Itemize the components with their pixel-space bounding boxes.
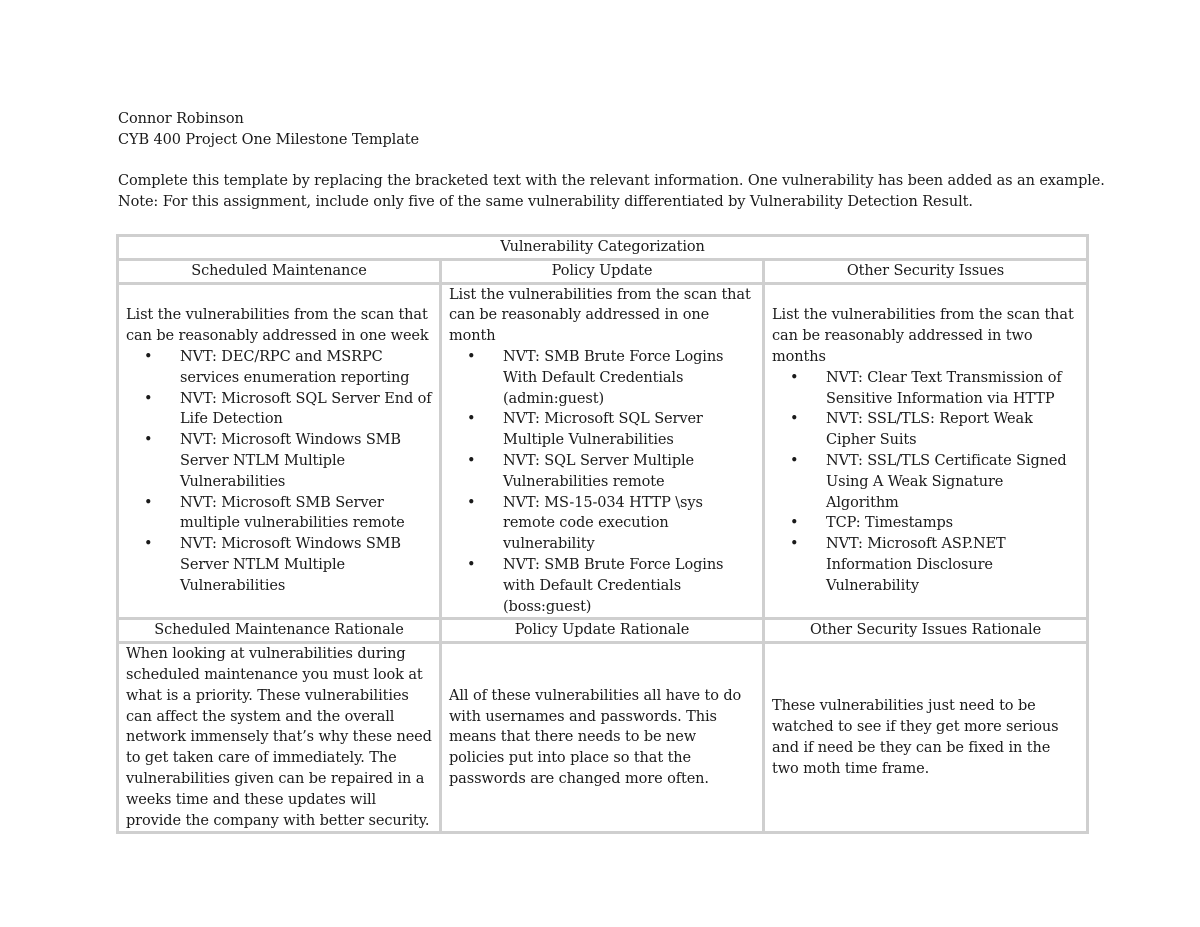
rationale-header-policy-update: Policy Update Rationale xyxy=(441,619,764,643)
other-security-issues-list xyxy=(772,368,1079,597)
scheduled-maintenance-list xyxy=(126,347,432,597)
spacer xyxy=(118,151,1084,171)
list-item: • NVT: DEC/RPC and MSRPC services enumeration reporting xyxy=(180,347,432,389)
rationale-header-row xyxy=(118,619,1088,643)
list-item: • NVT: Microsoft Windows SMB Server NTLM Multiple Vulnerabilities xyxy=(180,430,432,492)
instructions-line-2: Note: For this assignment, include only five of the same vulnerability differentiated by Vulnerability Detection Result. xyxy=(118,194,973,210)
policy-update-cell xyxy=(441,283,764,619)
list-item: • NVT: SSL/TLS: Report Weak Cipher Suits xyxy=(826,409,1079,451)
list-item: • NVT: MS-15-034 HTTP \sys remote code execution vulnerability xyxy=(503,493,755,555)
list-item: • NVT: Microsoft Windows SMB Server NTLM Multiple Vulnerabilities xyxy=(180,534,432,596)
vulnerability-list-row xyxy=(118,283,1088,619)
author-name: Connor Robinson xyxy=(118,111,244,127)
policy-update-rationale: All of these vulnerabilities all have to do with usernames and passwords. This means that there needs to be new policies put into place so that the passwords are changed more often. xyxy=(441,643,764,833)
vulnerability-table xyxy=(116,234,1089,834)
list-item: • NVT: Microsoft SQL Server End of Life Detection xyxy=(180,389,432,431)
column-header-other-security-issues: Other Security Issues xyxy=(764,259,1088,283)
list-item: • NVT: Microsoft SMB Server multiple vulnerabilities remote xyxy=(180,493,432,535)
list-item: • NVT: Microsoft ASP.NET Information Disclosure Vulnerability xyxy=(826,534,1079,596)
document-title: CYB 400 Project One Milestone Template xyxy=(118,132,419,148)
rationale-row xyxy=(118,643,1088,833)
scheduled-maintenance-rationale: When looking at vulnerabilities during scheduled maintenance you must look at what is a priority. These vulnerabilities can affect the system and the overall network immensely that’s why these need to get taken care of immediately. The vulnerabilities given can be repaired in a weeks time and these updates will provide the company with better security. xyxy=(118,643,441,833)
column-header-scheduled-maintenance: Scheduled Maintenance xyxy=(118,259,441,283)
instructions-line-1: Complete this template by replacing the bracketed text with the relevant information. One vulnerability has been added as an example. xyxy=(118,173,1105,189)
other-security-issues-cell xyxy=(764,283,1088,619)
list-item: • NVT: SSL/TLS Certificate Signed Using A Weak Signature Algorithm xyxy=(826,451,1079,513)
list-item: • NVT: Microsoft SQL Server Multiple Vulnerabilities xyxy=(503,409,755,451)
document-page xyxy=(118,109,1105,213)
list-item: • NVT: SMB Brute Force Logins with Default Credentials (boss:guest) xyxy=(503,555,755,617)
other-security-issues-intro: List the vulnerabilities from the scan that can be reasonably addressed in two months xyxy=(772,307,1074,365)
scheduled-maintenance-cell xyxy=(118,283,441,619)
list-item: • TCP: Timestamps xyxy=(826,513,1079,534)
column-header-policy-update: Policy Update xyxy=(441,259,764,283)
table-title-row xyxy=(118,236,1088,260)
list-item: • NVT: Clear Text Transmission of Sensitive Information via HTTP xyxy=(826,368,1079,410)
table-title: Vulnerability Categorization xyxy=(118,236,1088,260)
rationale-header-other-security-issues: Other Security Issues Rationale xyxy=(764,619,1088,643)
list-item: • NVT: SMB Brute Force Logins With Default Credentials (admin:guest) xyxy=(503,347,755,409)
policy-update-list xyxy=(449,347,755,617)
rationale-header-scheduled-maintenance: Scheduled Maintenance Rationale xyxy=(118,619,441,643)
scheduled-maintenance-intro: List the vulnerabilities from the scan that can be reasonably addressed in one week xyxy=(126,307,429,345)
policy-update-intro: List the vulnerabilities from the scan that can be reasonably addressed in one month xyxy=(449,286,751,345)
column-header-row xyxy=(118,259,1088,283)
other-security-issues-rationale: These vulnerabilities just need to be watched to see if they get more serious and if need be they can be fixed in the two moth time frame. xyxy=(764,643,1088,833)
list-item: • NVT: SQL Server Multiple Vulnerabilities remote xyxy=(503,451,755,493)
